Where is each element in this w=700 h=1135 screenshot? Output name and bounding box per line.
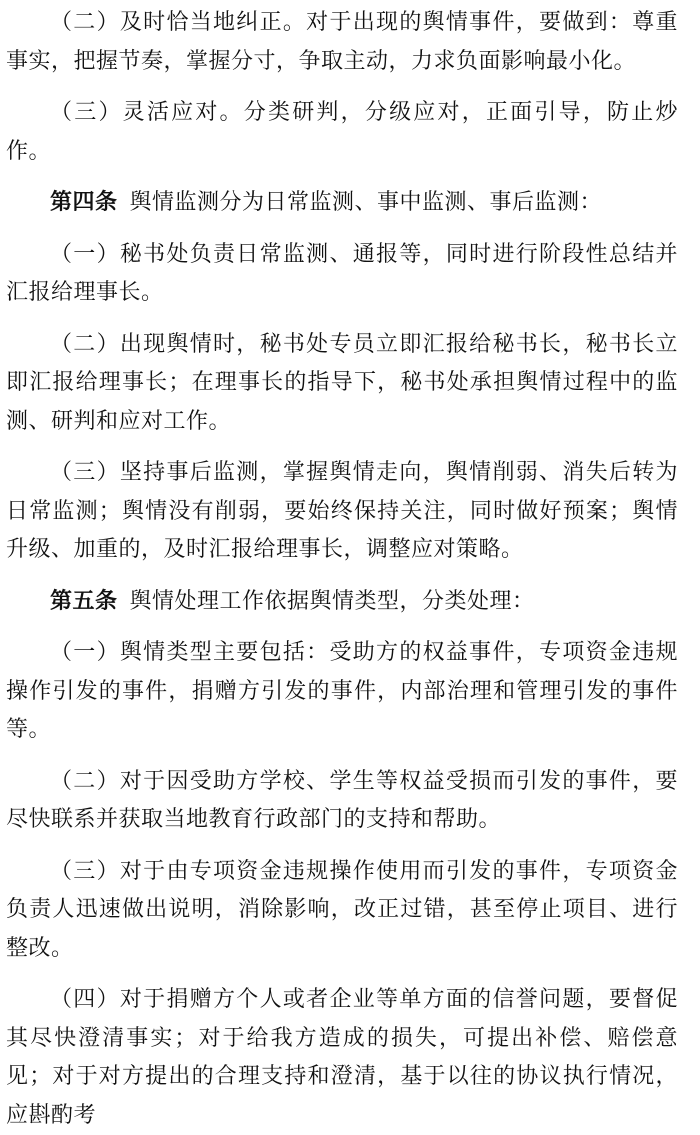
paragraph-text: 舆情监测分为日常监测、事中监测、事后监测： bbox=[129, 190, 603, 215]
clause-4-item-3 bbox=[6, 454, 678, 570]
clause-5-item-4 bbox=[6, 981, 678, 1135]
clause-4-item-1 bbox=[6, 236, 678, 313]
clause-label: 第四条 bbox=[50, 190, 118, 215]
paragraph-text: （一）秘书处负责日常监测、通报等，同时进行阶段性总结并汇报给理事长。 bbox=[6, 241, 678, 305]
clause-4-heading bbox=[6, 184, 678, 223]
paragraph-text: （二）及时恰当地纠正。对于出现的舆情事件，要做到：尊重事实，把握节奏，掌握分寸，争取主动，力求负面影响最小化。 bbox=[6, 10, 678, 74]
paragraph-text: （二）对于因受助方学校、学生等权益受损而引发的事件，要尽快联系并获取当地教育行政部门的支持和帮助。 bbox=[6, 768, 678, 832]
paragraph-text: （一）舆情类型主要包括：受助方的权益事件，专项资金违规操作引发的事件，捐赠方引发的事件，内部治理和管理引发的事件等。 bbox=[6, 640, 678, 742]
paragraph-text: （三）坚持事后监测，掌握舆情走向，舆情削弱、消失后转为日常监测；舆情没有削弱，要始终保持关注，同时做好预案；舆情升级、加重的，及时汇报给理事长，调整应对策略。 bbox=[6, 460, 678, 562]
clause-5-item-2 bbox=[6, 763, 678, 840]
paragraph-text: 舆情处理工作依据舆情类型，分类处理： bbox=[129, 588, 535, 614]
paragraph-text: （三）灵活应对。分类研判，分级应对，正面引导，防止炒作。 bbox=[6, 100, 678, 164]
paragraph-3-flexible-response bbox=[6, 94, 678, 171]
clause-label: 第五条 bbox=[50, 588, 118, 614]
clause-5-heading bbox=[6, 583, 678, 622]
clause-5-item-3 bbox=[6, 853, 678, 969]
clause-5-item-1 bbox=[6, 634, 678, 750]
paragraph-2-timely-correction bbox=[6, 4, 678, 81]
paragraph-text: （四）对于捐赠方个人或者企业等单方面的信誉问题，要督促其尽快澄清事实；对于给我方造成的损失，可提出补偿、赔偿意见；对于对方提出的合理支持和澄清，基于以往的协议执行情况，应斟酌考 bbox=[6, 987, 678, 1128]
clause-4-item-2 bbox=[6, 326, 678, 442]
paragraph-text: （二）出现舆情时，秘书处专员立即汇报给秘书长，秘书长立即汇报给理事长；在理事长的指导下，秘书处承担舆情过程中的监测、研判和应对工作。 bbox=[6, 331, 678, 434]
paragraph-text: （三）对于由专项资金违规操作使用而引发的事件，专项资金负责人迅速做出说明，消除影响，改正过错，甚至停止项目、进行整改。 bbox=[6, 858, 678, 961]
